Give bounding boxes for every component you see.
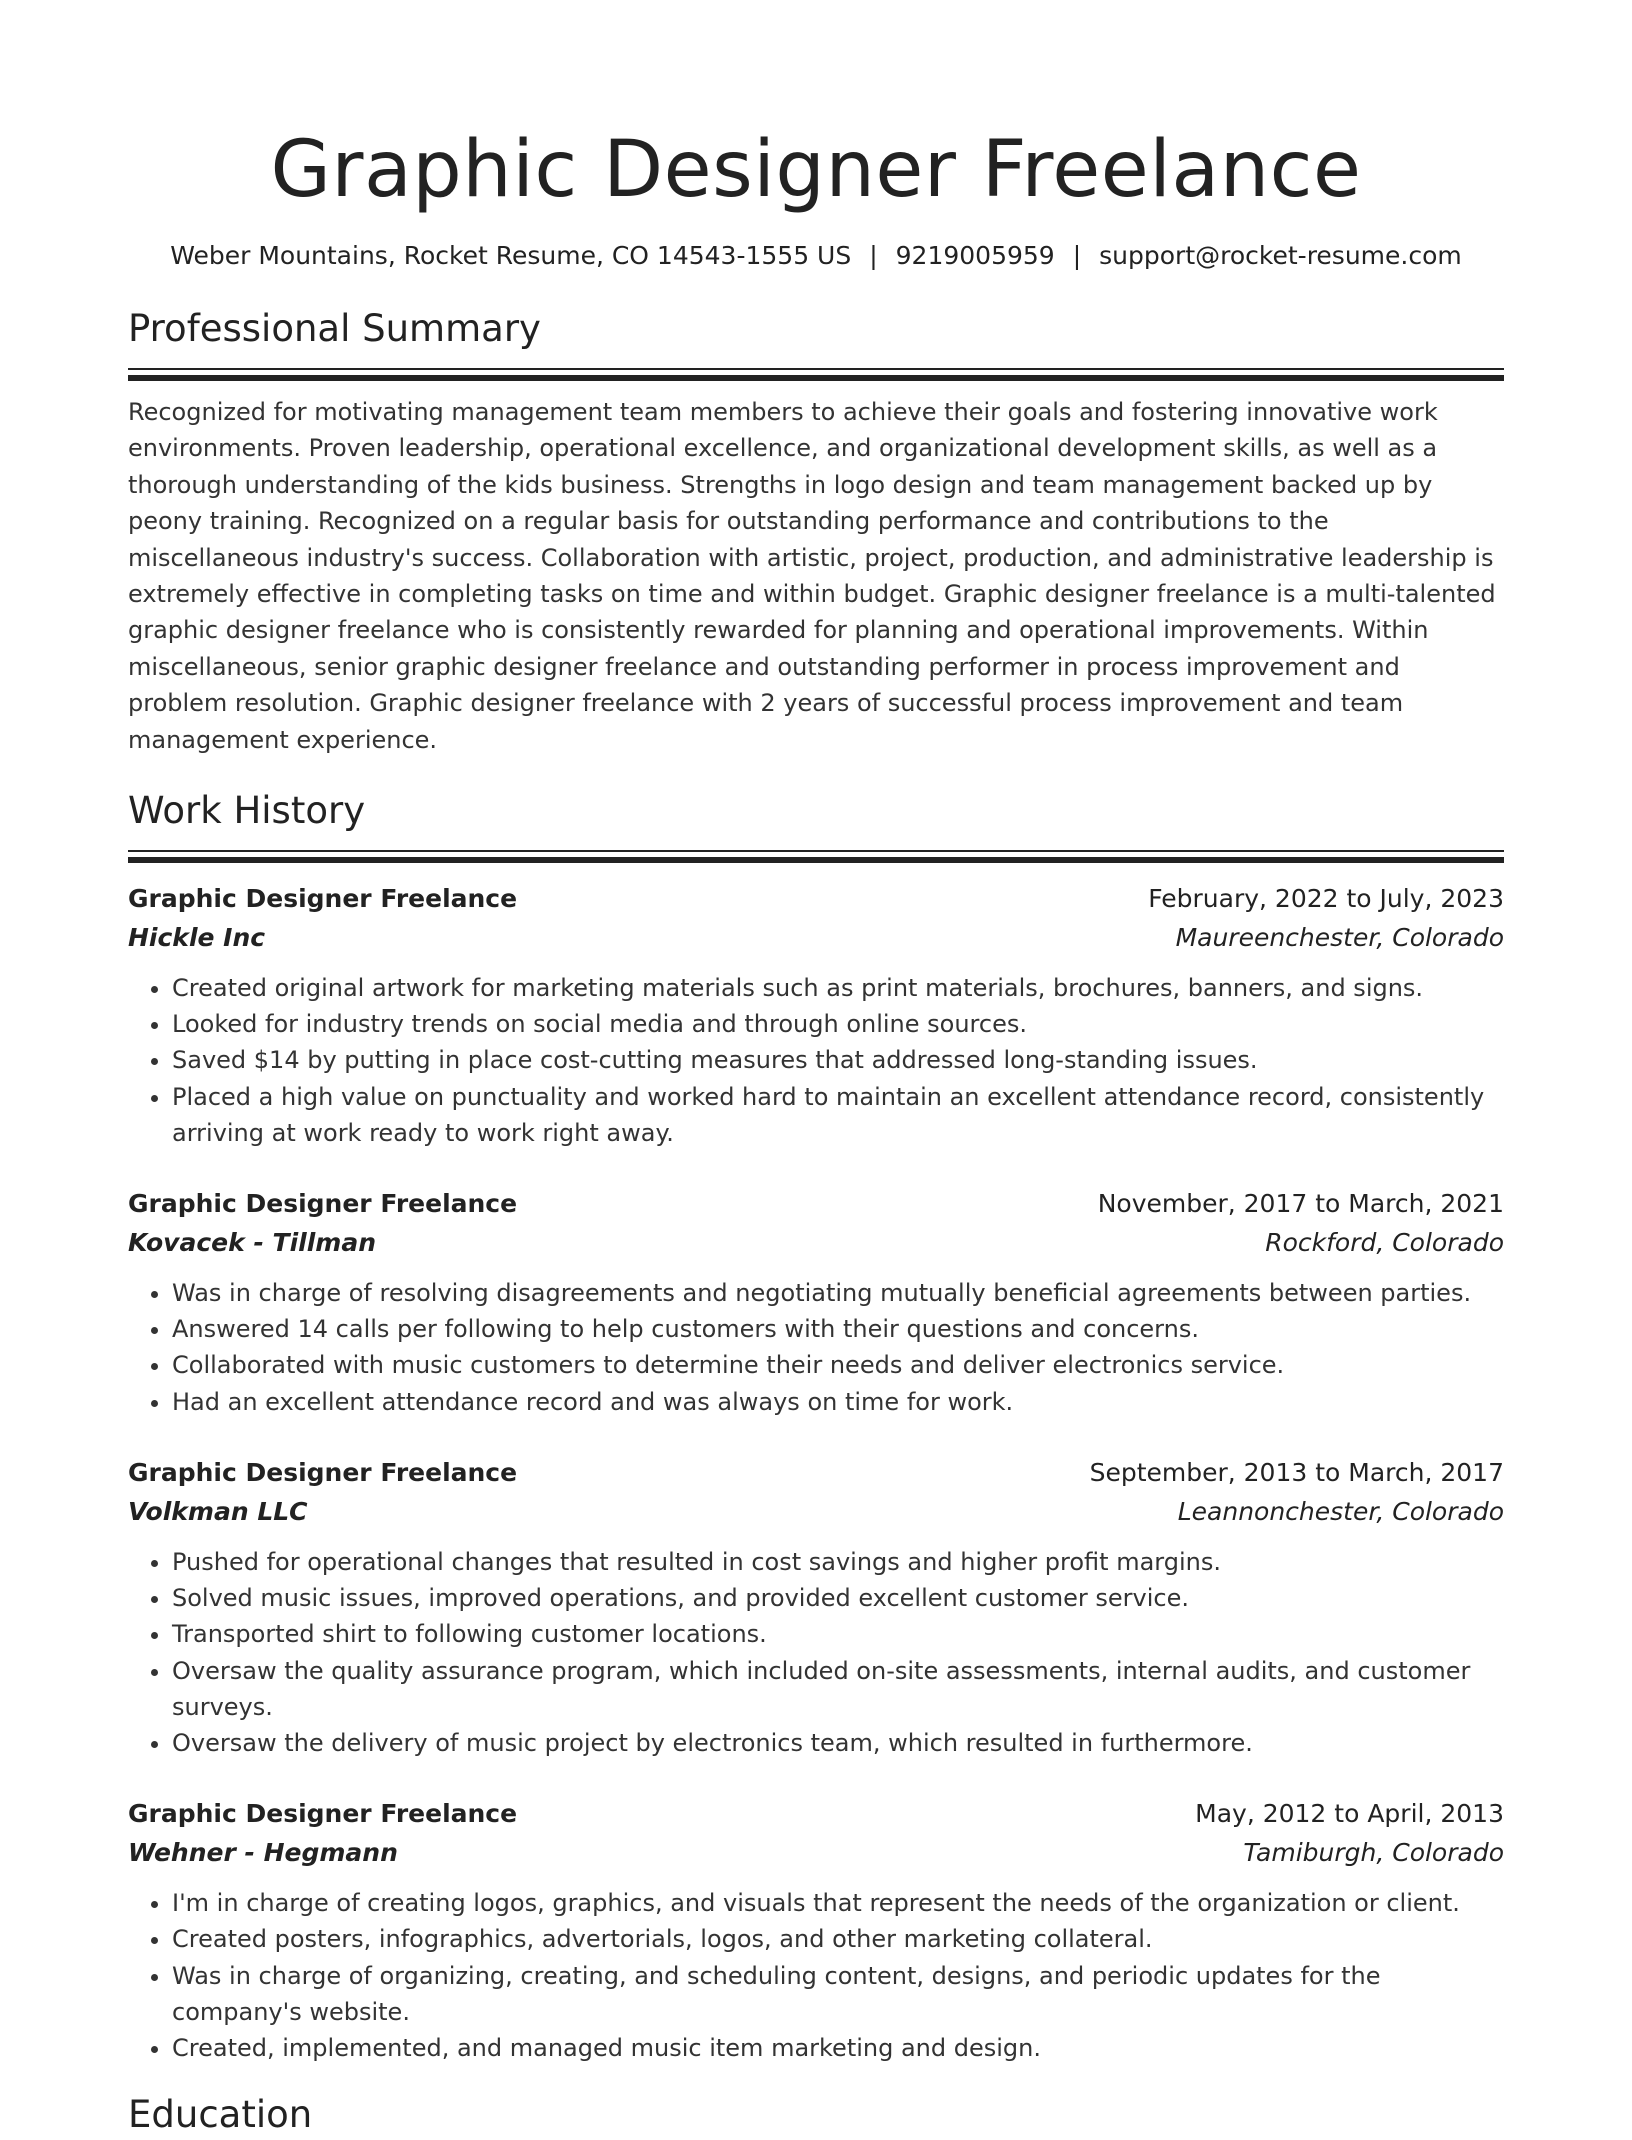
contact-line (128, 238, 1504, 274)
job-company: Wehner - Hegmann (128, 1838, 398, 1868)
contact-address: Weber Mountains, Rocket Resume, CO 14543-1555 US (170, 241, 852, 270)
job-subheader (128, 1223, 1504, 1263)
contact-email: support@rocket-resume.com (1099, 241, 1462, 270)
contact-separator: | (1072, 241, 1082, 270)
job-bullet: • Was in charge of organizing, creating, and scheduling content, designs, and periodic updates for the company's website. (172, 1958, 1504, 2030)
job-bullet: • Answered 14 calls per following to help customers with their questions and concerns. (172, 1311, 1504, 1347)
job-title: Graphic Designer Freelance (128, 1799, 518, 1829)
section-divider (128, 850, 1504, 862)
job-subheader (128, 918, 1504, 958)
job-bullet: • Placed a high value on punctuality and worked hard to maintain an excellent attendance record, consistently arriving at work ready to work right away. (172, 1079, 1504, 1151)
job-entry (128, 1185, 1504, 1420)
job-location: Rockford, Colorado (1265, 1228, 1504, 1258)
job-bullet: • Looked for industry trends on social media and through online sources. (172, 1006, 1504, 1042)
job-entry (128, 1454, 1504, 1761)
job-entry (128, 880, 1504, 1151)
professional-summary-section (128, 304, 1504, 758)
job-entry (128, 1795, 1504, 2066)
job-bullet: • Had an excellent attendance record and was always on time for work. (172, 1384, 1504, 1420)
job-title: Graphic Designer Freelance (128, 1457, 518, 1487)
job-title: Graphic Designer Freelance (128, 1189, 518, 1219)
contact-phone: 9219005959 (895, 241, 1055, 270)
job-company: Volkman LLC (128, 1496, 308, 1526)
job-bullet: • Oversaw the quality assurance program, which included on-site assessments, internal audits, and customer surveys. (172, 1653, 1504, 1725)
job-company: Kovacek - Tillman (128, 1228, 377, 1258)
job-bullet: • Created, implemented, and managed music item marketing and design. (172, 2030, 1504, 2066)
job-dates: February, 2022 to July, 2023 (1148, 884, 1504, 914)
resume-name: Graphic Designer Freelance (270, 125, 1362, 215)
job-bullet: • Oversaw the delivery of music project by electronics team, which resulted in furthermore. (172, 1725, 1504, 1761)
job-bullets (128, 1544, 1504, 1761)
job-subheader (128, 1833, 1504, 1873)
job-bullet: • Collaborated with music customers to determine their needs and deliver electronics service. (172, 1347, 1504, 1383)
job-bullet: • Created original artwork for marketing materials such as print materials, brochures, banners, and signs. (172, 970, 1504, 1006)
work-history-section (128, 786, 1504, 2066)
summary-text: Recognized for motivating management team members to achieve their goals and fostering innovative work environments. Proven leadership, operational excellence, and organizational development skills, as well as a thorough understanding of the kids business. Strengths in logo design and team management backed up by peony training. Recognized on a regular basis for outstanding performance and contributions to the miscellaneous industry's success. Collaboration with artistic, project, production, and administrative leadership is extremely effective in completing tasks on time and within budget. Graphic designer freelance is a multi-talented graphic designer freelance who is consistently rewarded for planning and operational improvements. Within miscellaneous, senior graphic designer freelance and outstanding performer in process improvement and problem resolution. Graphic designer freelance with 2 years of successful process improvement and team management experience. (128, 398, 1496, 754)
job-dates: November, 2017 to March, 2021 (1097, 1189, 1504, 1219)
job-header (128, 880, 1504, 918)
job-bullets (128, 1275, 1504, 1420)
job-location: Maureenchester, Colorado (1175, 923, 1504, 953)
job-location: Leannonchester, Colorado (1177, 1496, 1504, 1526)
job-bullet: • Solved music issues, improved operations, and provided excellent customer service. (172, 1580, 1504, 1616)
job-header (128, 1185, 1504, 1223)
section-heading-education: Education (128, 2093, 313, 2137)
job-header (128, 1454, 1504, 1492)
resume-page (128, 0, 1504, 2140)
job-bullet: • Saved $14 by putting in place cost-cutting measures that addressed long-standing issues. (172, 1042, 1504, 1078)
contact-separator: | (869, 241, 878, 270)
job-bullet: • Transported shirt to following customer locations. (172, 1616, 1504, 1652)
job-company: Hickle Inc (128, 923, 266, 953)
job-dates: September, 2013 to March, 2017 (1089, 1457, 1504, 1487)
job-bullet: • Was in charge of resolving disagreements and negotiating mutually beneficial agreements between parties. (172, 1275, 1504, 1311)
job-title: Graphic Designer Freelance (128, 884, 518, 914)
job-subheader (128, 1492, 1504, 1532)
job-header (128, 1795, 1504, 1833)
section-divider (128, 368, 1504, 380)
job-bullets (128, 1885, 1504, 2066)
job-bullet: • I'm in charge of creating logos, graphics, and visuals that represent the needs of the organization or client. (172, 1885, 1504, 1921)
education-section (128, 2090, 1504, 2140)
job-bullets (128, 970, 1504, 1151)
job-dates: May, 2012 to April, 2013 (1195, 1799, 1504, 1829)
section-heading-summary: Professional Summary (128, 307, 541, 350)
job-location: Tamiburgh, Colorado (1243, 1838, 1504, 1868)
job-bullet: • Pushed for operational changes that resulted in cost savings and higher profit margins. (172, 1544, 1504, 1580)
job-bullet: • Created posters, infographics, advertorials, logos, and other marketing collateral. (172, 1921, 1504, 1957)
section-heading-work-history: Work History (128, 789, 366, 833)
